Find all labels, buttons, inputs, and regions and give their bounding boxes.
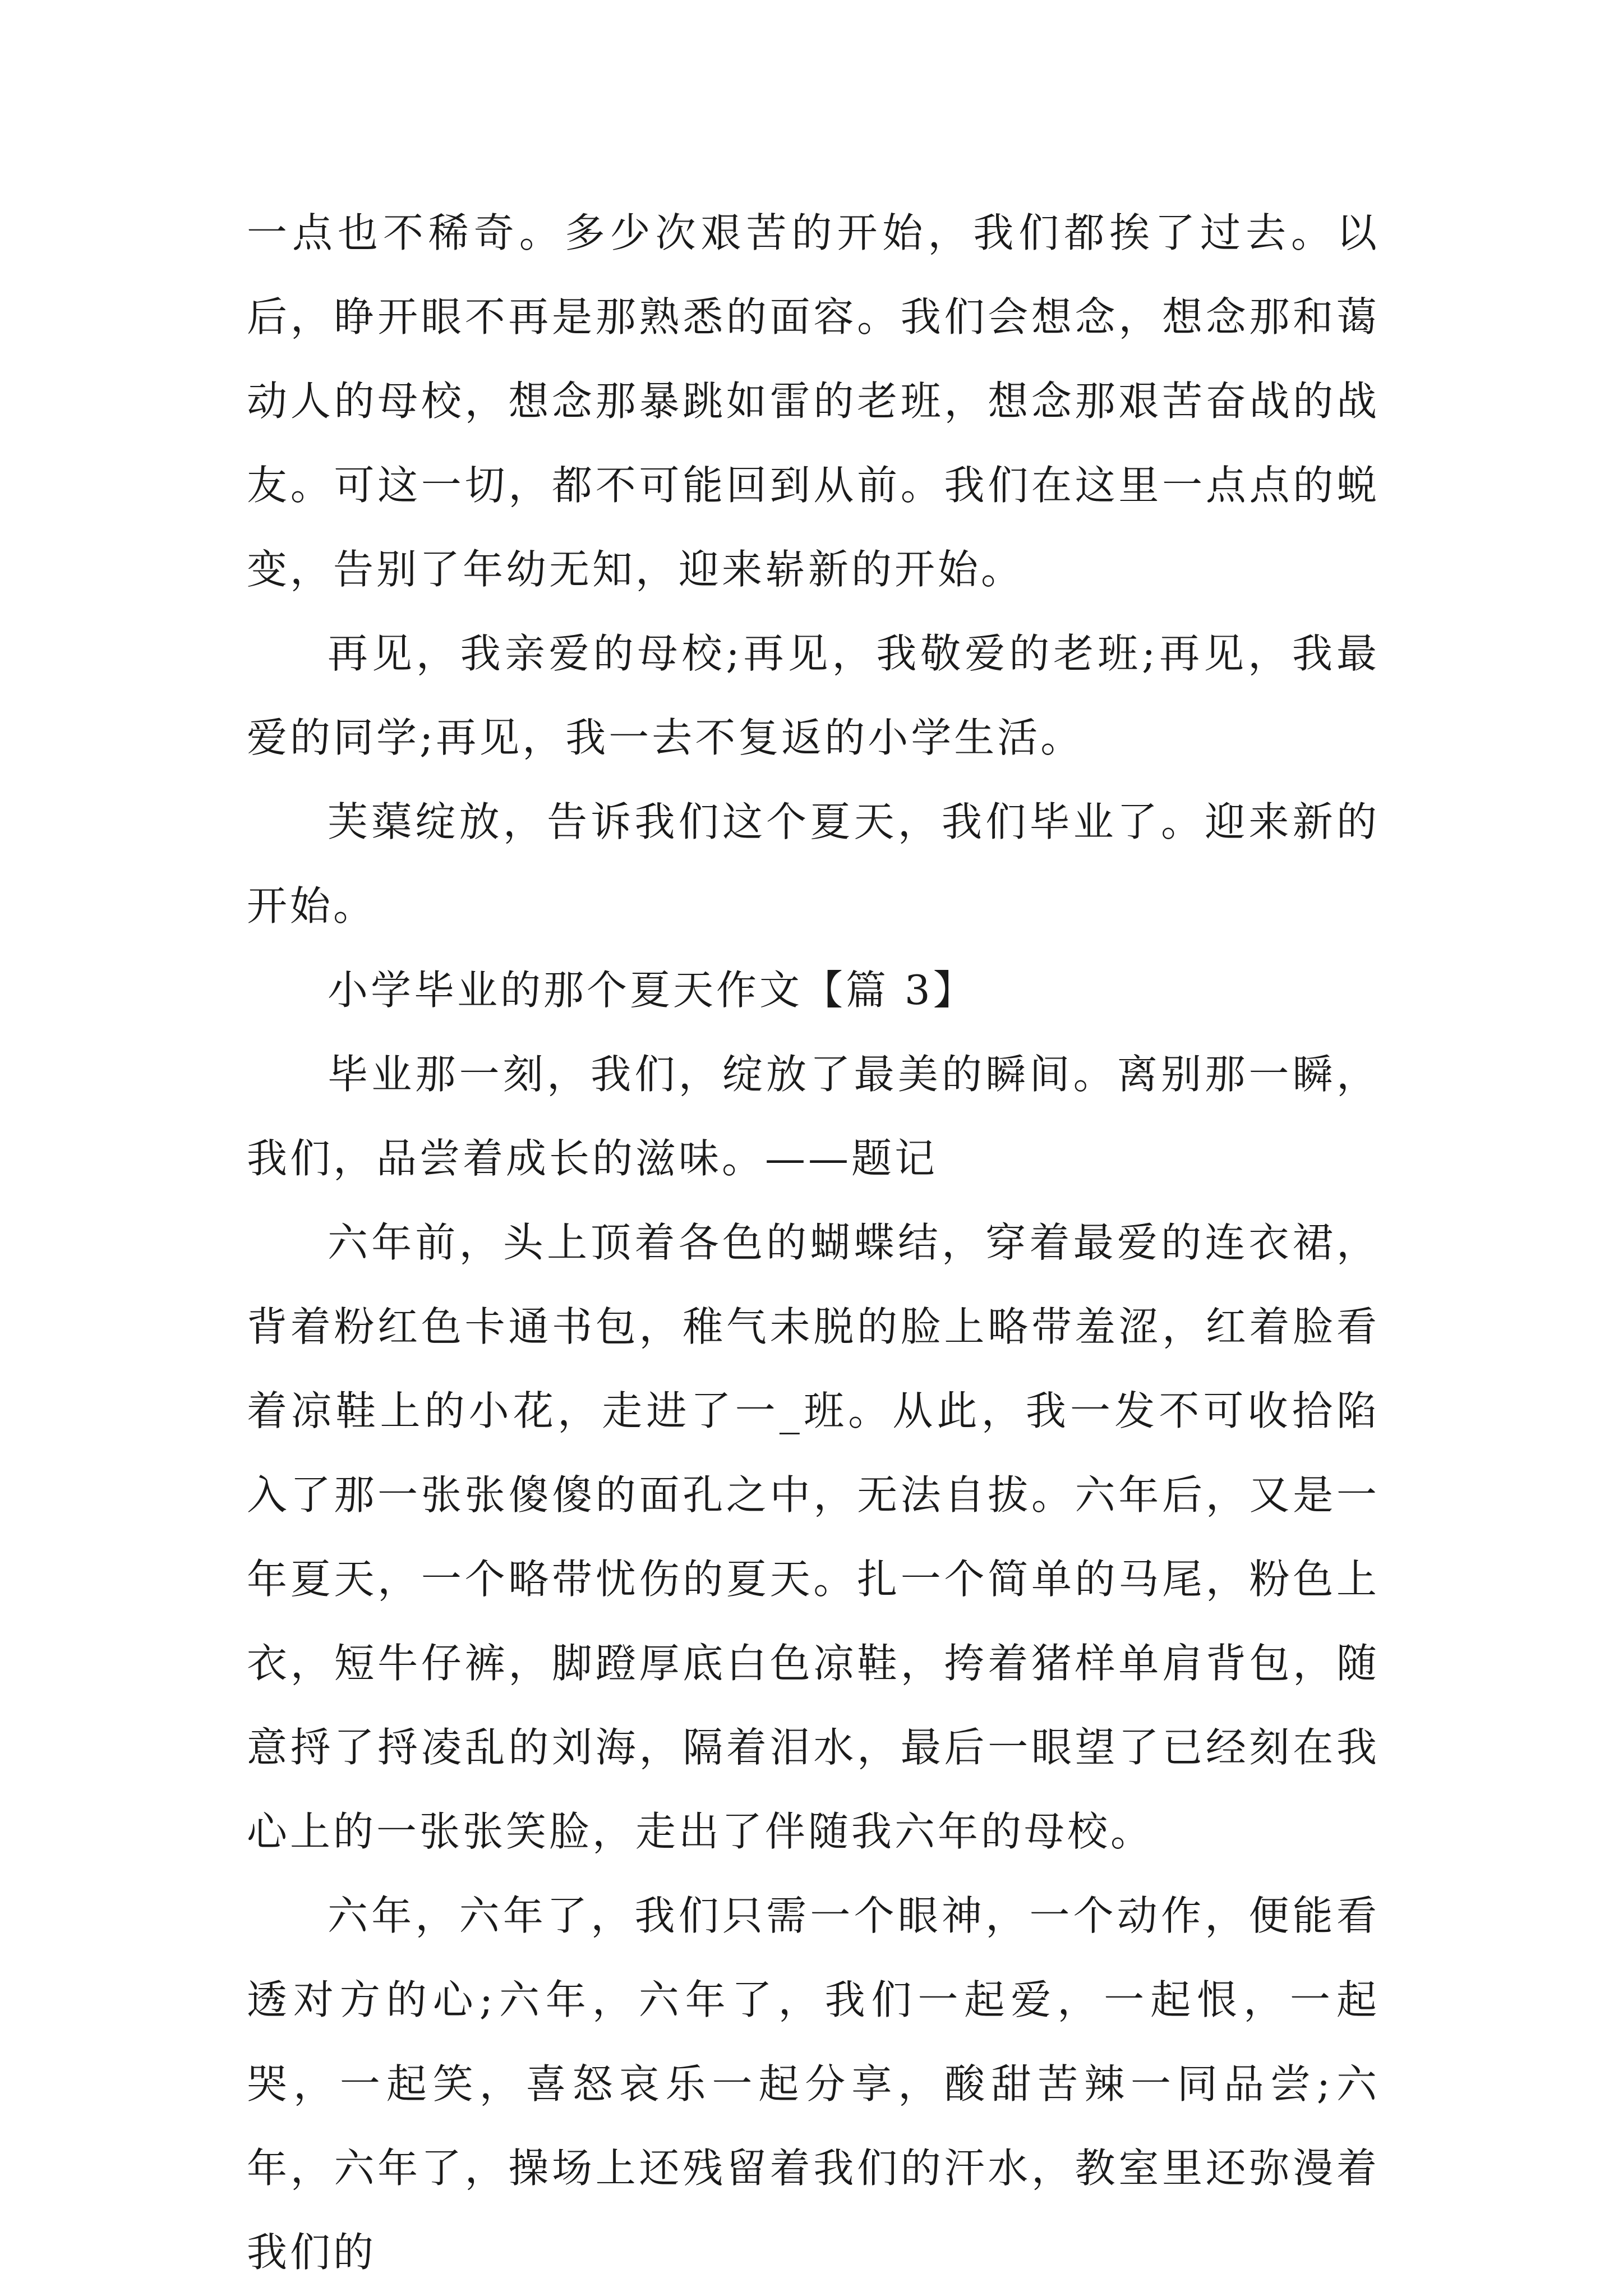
body-text [247, 191, 1380, 2294]
paragraph-farewell: 再见，我亲爱的母校;再见，我敬爱的老班;再见，我最爱的同学;再见，我一去不复返的小学生活。 [247, 630, 1380, 761]
paragraph-six-years-ago: 六年前，头上顶着各色的蝴蝶结，穿着最爱的连衣裙，背着粉红色卡通书包，稚气未脱的脸上略带羞涩，红着脸看着凉鞋上的小花，走进了一_班。从此，我一发不可收拾陷入了那一张张傻傻的面孔之中，无法自拔。六年后，又是一年夏天，一个略带忧伤的夏天。扎一个简单的马尾，粉色上衣，短牛仔裤，脚蹬厚底白色凉鞋，挎着猪样单肩背包，随意捋了捋凌乱的刘海，隔着泪水，最后一眼望了已经刻在我心上的一张张笑脸，走出了伴随我六年的母校。 [247, 1219, 1380, 1855]
paragraph-epigraph: 毕业那一刻，我们，绽放了最美的瞬间。离别那一瞬，我们，品尝着成长的滋味。——题记 [247, 1051, 1380, 1182]
paragraph-continuation: 一点也不稀奇。多少次艰苦的开始，我们都挨了过去。以后，睁开眼不再是那熟悉的面容。我们会想念，想念那和蔼动人的母校，想念那暴跳如雷的老班，想念那艰苦奋战的战友。可这一切，都不可能回到从前。我们在这里一点点的蜕变，告别了年幼无知，迎来崭新的开始。 [247, 209, 1380, 593]
paragraph-graduation: 芙蕖绽放，告诉我们这个夏天，我们毕业了。迎来新的开始。 [247, 798, 1380, 930]
section-heading: 小学毕业的那个夏天作文【篇 3】 [328, 967, 976, 1014]
paragraph-six-years: 六年，六年了，我们只需一个眼神，一个动作，便能看透对方的心;六年，六年了，我们一起爱，一起恨，一起哭，一起笑，喜怒哀乐一起分享，酸甜苦辣一同品尝;六年，六年了，操场上还残留着我们的汗水，教室里还弥漫着我们的 [247, 1892, 1380, 2276]
